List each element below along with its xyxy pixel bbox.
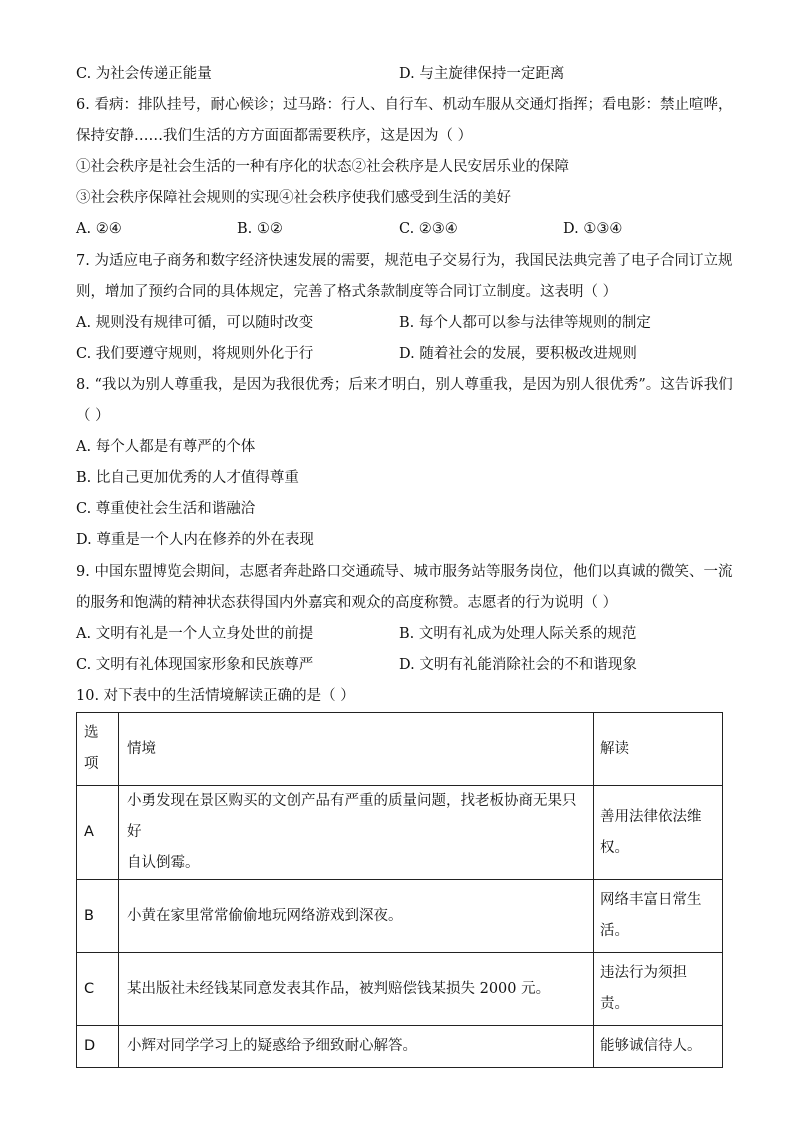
row-scene-a-line1: 小勇发现在景区购买的文创产品有严重的质量问题，找老板协商无果只好 — [127, 793, 577, 840]
q7-option-d: D. 随着社会的发展，要积极改进规则 — [399, 346, 637, 362]
q6-option-b: B. ①② — [237, 221, 283, 237]
header-option-line2: 项 — [84, 756, 99, 772]
q9-option-a: A. 文明有礼是一个人立身处世的前提 — [76, 626, 314, 642]
q10-stem: 10. 对下表中的生活情境解读正确的是（ ） — [76, 688, 355, 704]
q6-option-a: A. ②④ — [76, 221, 122, 237]
q7-option-b: B. 每个人都可以参与法律等规则的制定 — [399, 315, 651, 331]
row-interp-d: 能够诚信待人。 — [594, 1026, 723, 1068]
row-scene-a-line2: 自认倒霉。 — [127, 855, 200, 871]
row-scene-a — [119, 786, 594, 880]
row-interp-c-line1: 违法行为须担 — [600, 965, 687, 981]
row-interp-c — [594, 953, 723, 1026]
q8-option-a: A. 每个人都是有尊严的个体 — [76, 439, 256, 455]
row-interp-a-line1: 善用法律依法维 — [600, 808, 702, 825]
q8-option-b: B. 比自己更加优秀的人才值得尊重 — [76, 470, 299, 486]
row-scene-b: 小黄在家里常常偷偷地玩网络游戏到深夜。 — [119, 880, 594, 953]
q6-option-c: C. ②③④ — [399, 221, 458, 237]
q7-stem-line1: 7. 为适应电子商务和数字经济快速发展的需要，规范电子交易行为，我国民法典完善了电子合同订立规 — [76, 253, 733, 269]
header-scene-cell: 情境 — [119, 713, 594, 786]
q7-option-c: C. 我们要遵守规则，将规则外化于行 — [76, 346, 314, 362]
q9-option-c: C. 文明有礼体现国家形象和民族尊严 — [76, 657, 314, 673]
row-interp-b-line2: 活。 — [600, 923, 629, 939]
q8-option-d: D. 尊重是一个人内在修养的外在表现 — [76, 532, 314, 548]
q8-option-c: C. 尊重使社会生活和谐融洽 — [76, 501, 256, 517]
q9-stem-line1: 9. 中国东盟博览会期间，志愿者奔赴路口交通疏导、城市服务站等服务岗位，他们以真诚的微笑、一流 — [76, 564, 733, 580]
row-scene-d: 小辉对同学学习上的疑惑给予细致耐心解答。 — [119, 1026, 594, 1068]
table-row — [77, 953, 723, 1026]
table-row — [77, 1026, 723, 1068]
q6-stem-line2: 保持安静……我们生活的方方面面都需要秩序，这是因为（ ） — [76, 128, 473, 144]
header-option-cell — [77, 713, 119, 786]
q10-table — [76, 712, 723, 1068]
q6-statement-line1: ①社会秩序是社会生活的一种有序化的状态②社会秩序是人民安居乐业的保障 — [76, 159, 569, 175]
table-header-row — [77, 713, 723, 786]
q8-stem-line1: 8. “我以为别人尊重我，是因为我很优秀；后来才明白，别人尊重我，是因为别人很优秀”。这告诉我们 — [76, 377, 733, 393]
q7-option-a: A. 规则没有规律可循，可以随时改变 — [76, 315, 314, 331]
row-interp-b-line1: 网络丰富日常生 — [600, 892, 702, 908]
row-option-c: C — [77, 953, 119, 1026]
q6-option-d: D. ①③④ — [563, 221, 623, 237]
q8-stem-line2: （ ） — [76, 408, 110, 424]
row-option-a: A — [77, 786, 119, 880]
q5-option-d: D. 与主旋律保持一定距离 — [399, 66, 565, 82]
q5-option-c: C. 为社会传递正能量 — [76, 66, 212, 82]
q6-stem-line1: 6. 看病：排队挂号，耐心候诊；过马路：行人、自行车、机动车服从交通灯指挥；看电影：禁止喧哗， — [76, 97, 733, 113]
q9-stem-line2: 的服务和饱满的精神状态获得国内外嘉宾和观众的高度称赞。志愿者的行为说明（ ） — [76, 595, 618, 611]
header-interpretation-cell: 解读 — [594, 713, 723, 786]
row-interp-c-line2: 责。 — [600, 996, 629, 1012]
table-row — [77, 880, 723, 953]
q9-option-b: B. 文明有礼成为处理人际关系的规范 — [399, 626, 637, 642]
table-row — [77, 786, 723, 880]
q6-statement-line2: ③社会秩序保障社会规则的实现④社会秩序使我们感受到生活的美好 — [76, 190, 511, 206]
row-interp-a-line2: 权。 — [600, 839, 629, 856]
q7-stem-line2: 则，增加了预约合同的具体规定，完善了格式条款制度等合同订立制度。这表明（ ） — [76, 284, 618, 300]
row-option-b: B — [77, 880, 119, 953]
row-option-d: D — [77, 1026, 119, 1068]
row-interp-b — [594, 880, 723, 953]
row-interp-a — [594, 786, 723, 880]
header-option-line1: 选 — [84, 725, 99, 741]
q9-option-d: D. 文明有礼能消除社会的不和谐现象 — [399, 657, 637, 673]
row-scene-c: 某出版社未经钱某同意发表其作品，被判赔偿钱某损失 2000 元。 — [119, 953, 594, 1026]
